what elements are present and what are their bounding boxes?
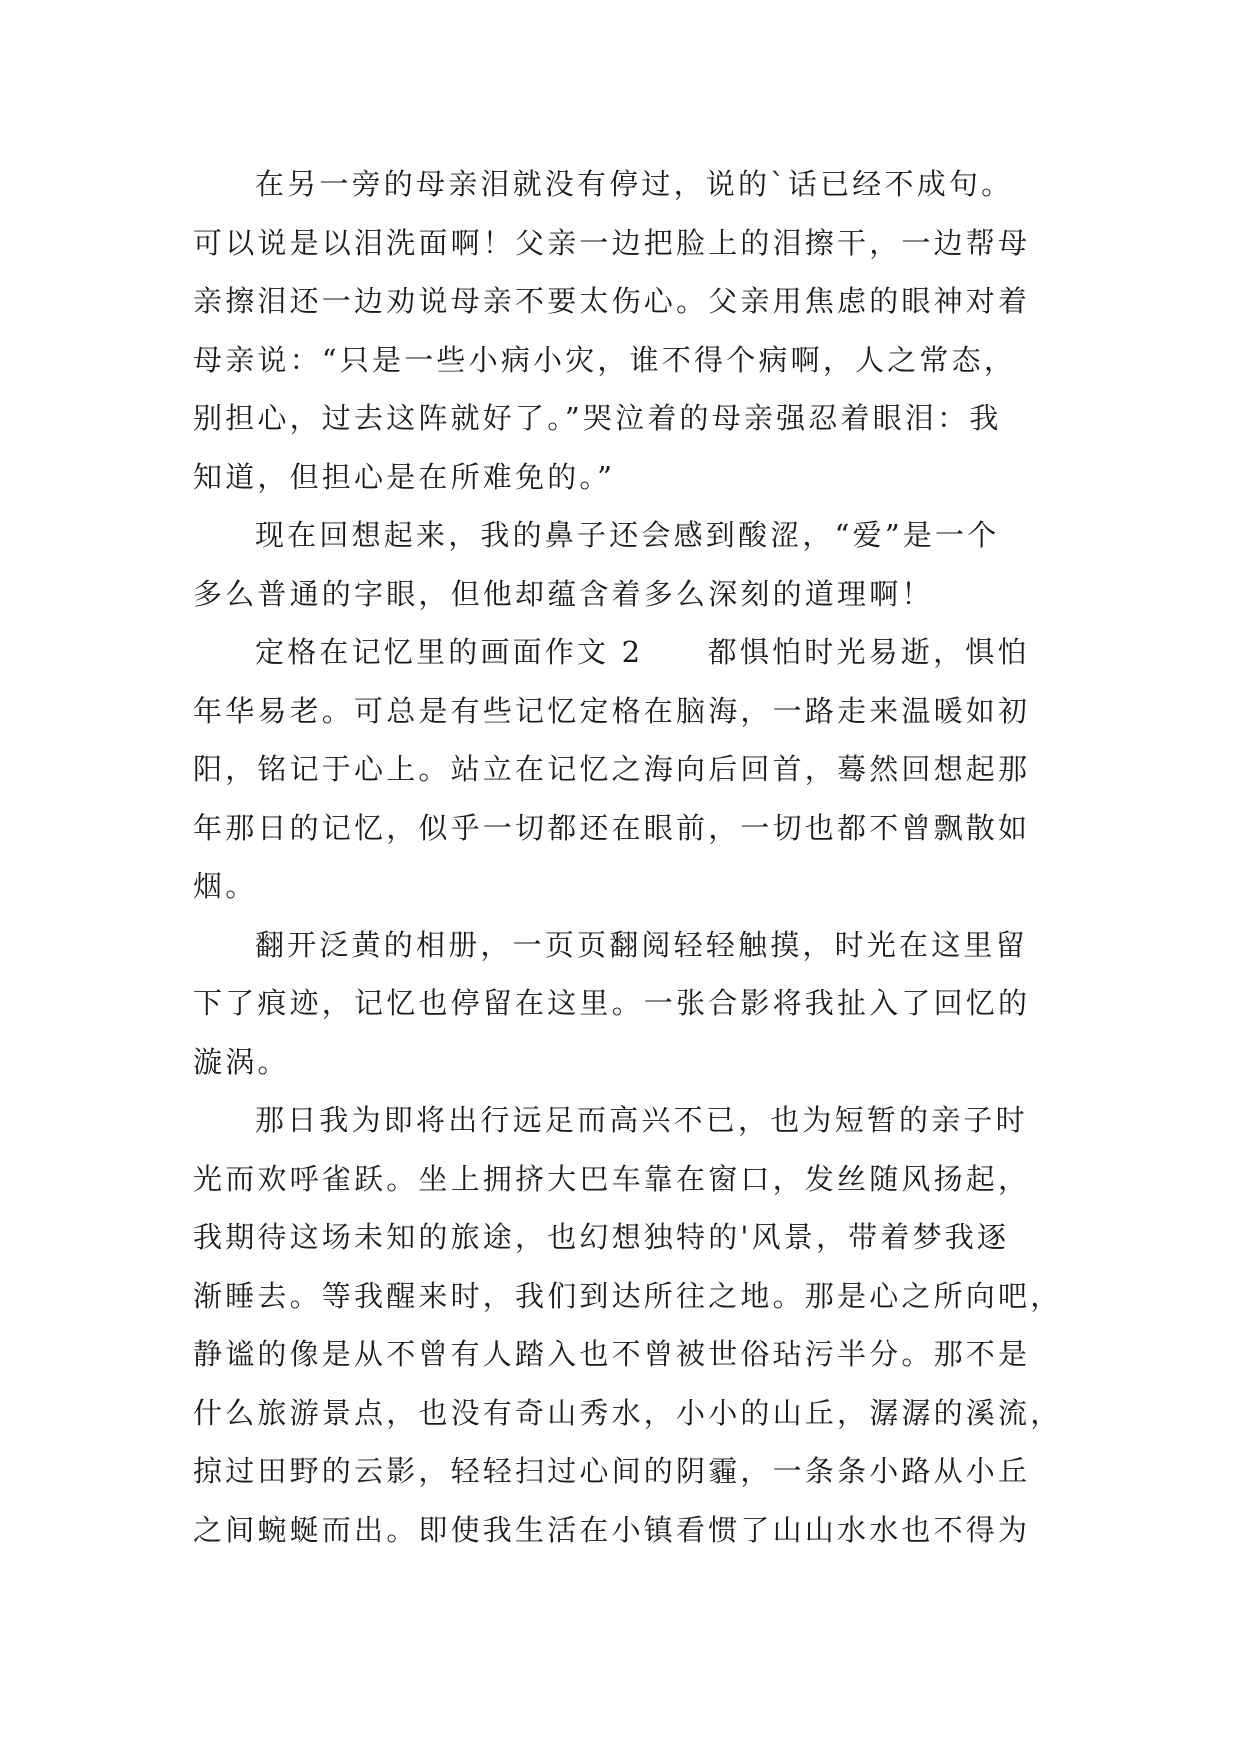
text-line: 可以说是以泪洗面啊！父亲一边把脸上的泪擦干，一边帮母 — [193, 225, 1031, 260]
text-line: 在另一旁的母亲泪就没有停过，说的`话已经不成句。 — [255, 167, 1014, 201]
text-line: 什么旅游景点，也没有奇山秀水，小小的山丘，潺潺的溪流， — [193, 1395, 1063, 1430]
text-line: 亲擦泪还一边劝说母亲不要太伤心。父亲用焦虑的眼神对着 — [193, 284, 1031, 318]
text-line: 多么普通的字眼，但他却蕴含着多么深刻的道理啊！ — [193, 576, 934, 611]
text-line: 渐睡去。等我醒来时，我们到达所往之地。那是心之所向吧， — [193, 1278, 1063, 1313]
text-line: 烟。 — [193, 869, 258, 903]
essay-text — [193, 155, 1063, 1559]
text-line: 定格在记忆里的画面作文 2 都惧怕时光易逝，惧怕 — [255, 635, 1030, 669]
text-line: 别担心，过去这阵就好了。”哭泣着的母亲强忍着眼泪：我 — [193, 401, 1002, 435]
text-line: 我期待这场未知的旅途，也幻想独特的'风景，带着梦我逐 — [193, 1220, 1010, 1254]
text-line: 阳，铭记于心上。站立在记忆之海向后回首，蓦然回想起那 — [193, 752, 1031, 786]
text-line: 掠过田野的云影，轻轻扫过心间的阴霾，一条条小路从小丘 — [193, 1454, 1031, 1488]
text-line: 翻开泛黄的相册，一页页翻阅轻轻触摸，时光在这里留 — [255, 927, 1028, 962]
text-line: 母亲说：“只是一些小病小灾，谁不得个病啊，人之常态， — [193, 342, 1017, 377]
text-line: 之间蜿蜒而出。即使我生活在小镇看惯了山山水水也不得为 — [193, 1512, 1031, 1547]
text-line: 知道，但担心是在所难免的。” — [193, 459, 616, 494]
text-line: 那日我为即将出行远足而高兴不已，也为短暂的亲子时 — [255, 1103, 1028, 1137]
text-line: 静谧的像是从不曾有人踏入也不曾被世俗玷污半分。那不是 — [193, 1337, 1031, 1371]
text-line: 漩涡。 — [193, 1044, 290, 1079]
text-line: 年华易老。可总是有些记忆定格在脑海，一路走来温暖如初 — [193, 693, 1031, 728]
text-line: 下了痕迹，记忆也停留在这里。一张合影将我扯入了回忆的 — [193, 986, 1031, 1020]
text-line: 现在回想起来，我的鼻子还会感到酸涩，“爱”是一个 — [255, 518, 1000, 552]
text-line: 光而欢呼雀跃。坐上拥挤大巴车靠在窗口，发丝随风扬起， — [193, 1161, 1031, 1196]
text-line: 年那日的记忆，似乎一切都还在眼前，一切也都不曾飘散如 — [193, 810, 1031, 845]
